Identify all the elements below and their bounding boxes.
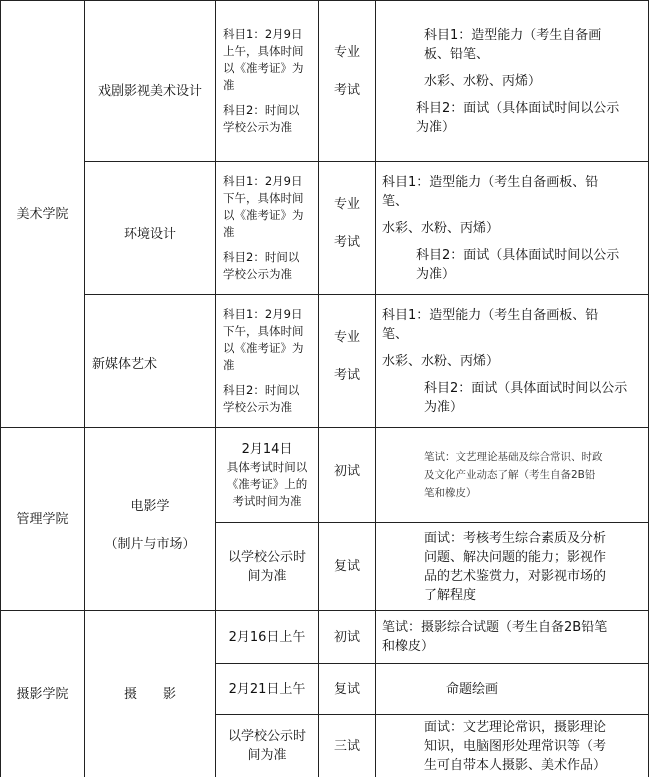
type-film-second-cell: [319, 523, 375, 610]
content-photo-third-cell: [376, 715, 648, 777]
exam-type: 复试: [333, 681, 360, 697]
subject1-materials: 水彩、水粉、丙烯）: [382, 220, 500, 236]
content-env-cell: [376, 162, 648, 294]
subject2-content: 科目2：面试（具体面试时间以公示 为准）: [416, 247, 620, 282]
exam-type: 三试: [333, 738, 360, 754]
first-exam-date: 2月14日: [241, 442, 293, 457]
subject2-time: 科目2：时间以 学校公示为准: [223, 103, 300, 134]
photo-second-date: 2月21日上午: [228, 681, 306, 697]
time-env-cell: [216, 162, 318, 294]
college-art-cell: [1, 1, 84, 427]
photo-first-date: 2月16日上午: [228, 629, 306, 645]
major-film-cell: [85, 428, 215, 610]
exam-type: 初试: [333, 629, 360, 645]
major-photo-cell: [85, 611, 215, 777]
time-media-cell: [216, 295, 318, 427]
subject2-time: 科目2：时间以 学校公示为准: [223, 383, 300, 414]
subject1-time: 科目1：2月9日 下午，具体时间 以《准考证》为 准: [223, 174, 304, 239]
type-photo-third-cell: [319, 715, 375, 777]
college-photo-cell: [1, 611, 84, 777]
time-film-second-cell: [216, 523, 318, 610]
subject2-content: 科目2：面试（具体面试时间以公示 为准）: [416, 100, 620, 135]
subject2-time: 科目2：时间以 学校公示为准: [223, 250, 300, 281]
college-mgmt-cell: [1, 428, 84, 610]
content-photo-first-cell: [376, 611, 648, 663]
time-photo-first-cell: [216, 611, 318, 663]
type-photo-second-cell: [319, 664, 375, 714]
type-media-cell: [319, 295, 375, 427]
subject1-content: 科目1：造型能力（考生自备画板、铅 笔、: [382, 307, 599, 342]
major-media-cell: [85, 295, 215, 427]
exam-type: 专业 考试: [333, 329, 360, 383]
type-drama-cell: [319, 1, 375, 161]
subject1-content: 科目1：造型能力（考生自备画板、铅 笔、: [382, 174, 599, 209]
type-photo-first-cell: [319, 611, 375, 663]
time-drama-cell: [216, 1, 318, 161]
subject1-time: 科目1：2月9日 上午，具体时间 以《准考证》为 准: [223, 27, 304, 92]
exam-type: 专业 考试: [333, 44, 360, 98]
college-name: 管理学院: [16, 511, 69, 527]
exam-type: 复试: [333, 559, 360, 574]
major-drama-cell: [85, 1, 215, 161]
major-name: 环境设计: [123, 226, 176, 242]
exam-type: 专业 考试: [333, 196, 360, 250]
subject2-content: 科目2：面试（具体面试时间以公示 为准）: [424, 380, 628, 415]
major-name: 新媒体艺术: [92, 356, 158, 372]
subject1-materials: 水彩、水粉、丙烯）: [424, 73, 542, 89]
photo-third-time: 以学校公示时 间为准: [227, 729, 306, 763]
exam-type: 初试: [333, 463, 360, 479]
major-name: 摄 影: [123, 686, 176, 702]
major-name: 戏剧影视美术设计: [97, 83, 202, 99]
table-border-right: [648, 0, 649, 777]
college-name: 摄影学院: [16, 686, 69, 702]
time-photo-second-cell: [216, 664, 318, 714]
second-exam-time: 以学校公示时 间为准: [227, 549, 306, 584]
content-media-cell: [376, 295, 648, 427]
first-exam-detail: 具体考试时间以 《准考证》上的 考试时间为准: [226, 460, 308, 508]
drawing-exam-content: 命题绘画: [446, 681, 499, 697]
major-name: 电影学 （制片与市场）: [104, 498, 196, 552]
interview-content: 面试：文艺理论常识，摄影理论 知识，电脑图形处理常识等（考 生可自带本人摄影、美术作品）: [424, 719, 607, 773]
content-drama-cell: [376, 1, 648, 161]
time-film-first-cell: [216, 428, 318, 522]
time-photo-third-cell: [216, 715, 318, 777]
subject1-materials: 水彩、水粉、丙烯）: [382, 353, 500, 369]
major-env-cell: [85, 162, 215, 294]
subject1-content: 科目1：造型能力（考生自备画 板、铅笔、: [424, 27, 602, 62]
content-film-first-cell: [376, 428, 648, 522]
content-photo-second-cell: [376, 664, 648, 714]
written-exam-content: 笔试：文艺理论基础及综合常识、时政 及文化产业动态了解（考生自备2B铅 笔和橡皮）: [424, 451, 603, 499]
type-film-first-cell: [319, 428, 375, 522]
interview-content: 面试：考核考生综合素质及分析 问题、解决问题的能力；影视作 品的艺术鉴赏力，对影视市场的 了解程度: [424, 530, 607, 603]
subject1-time: 科目1：2月9日 下午，具体时间 以《准考证》为 准: [223, 307, 304, 372]
college-name: 美术学院: [16, 206, 69, 222]
content-film-second-cell: [376, 523, 648, 610]
written-exam-content: 笔试：摄影综合试题（考生自备2B铅笔 和橡皮）: [382, 620, 608, 654]
type-env-cell: [319, 162, 375, 294]
